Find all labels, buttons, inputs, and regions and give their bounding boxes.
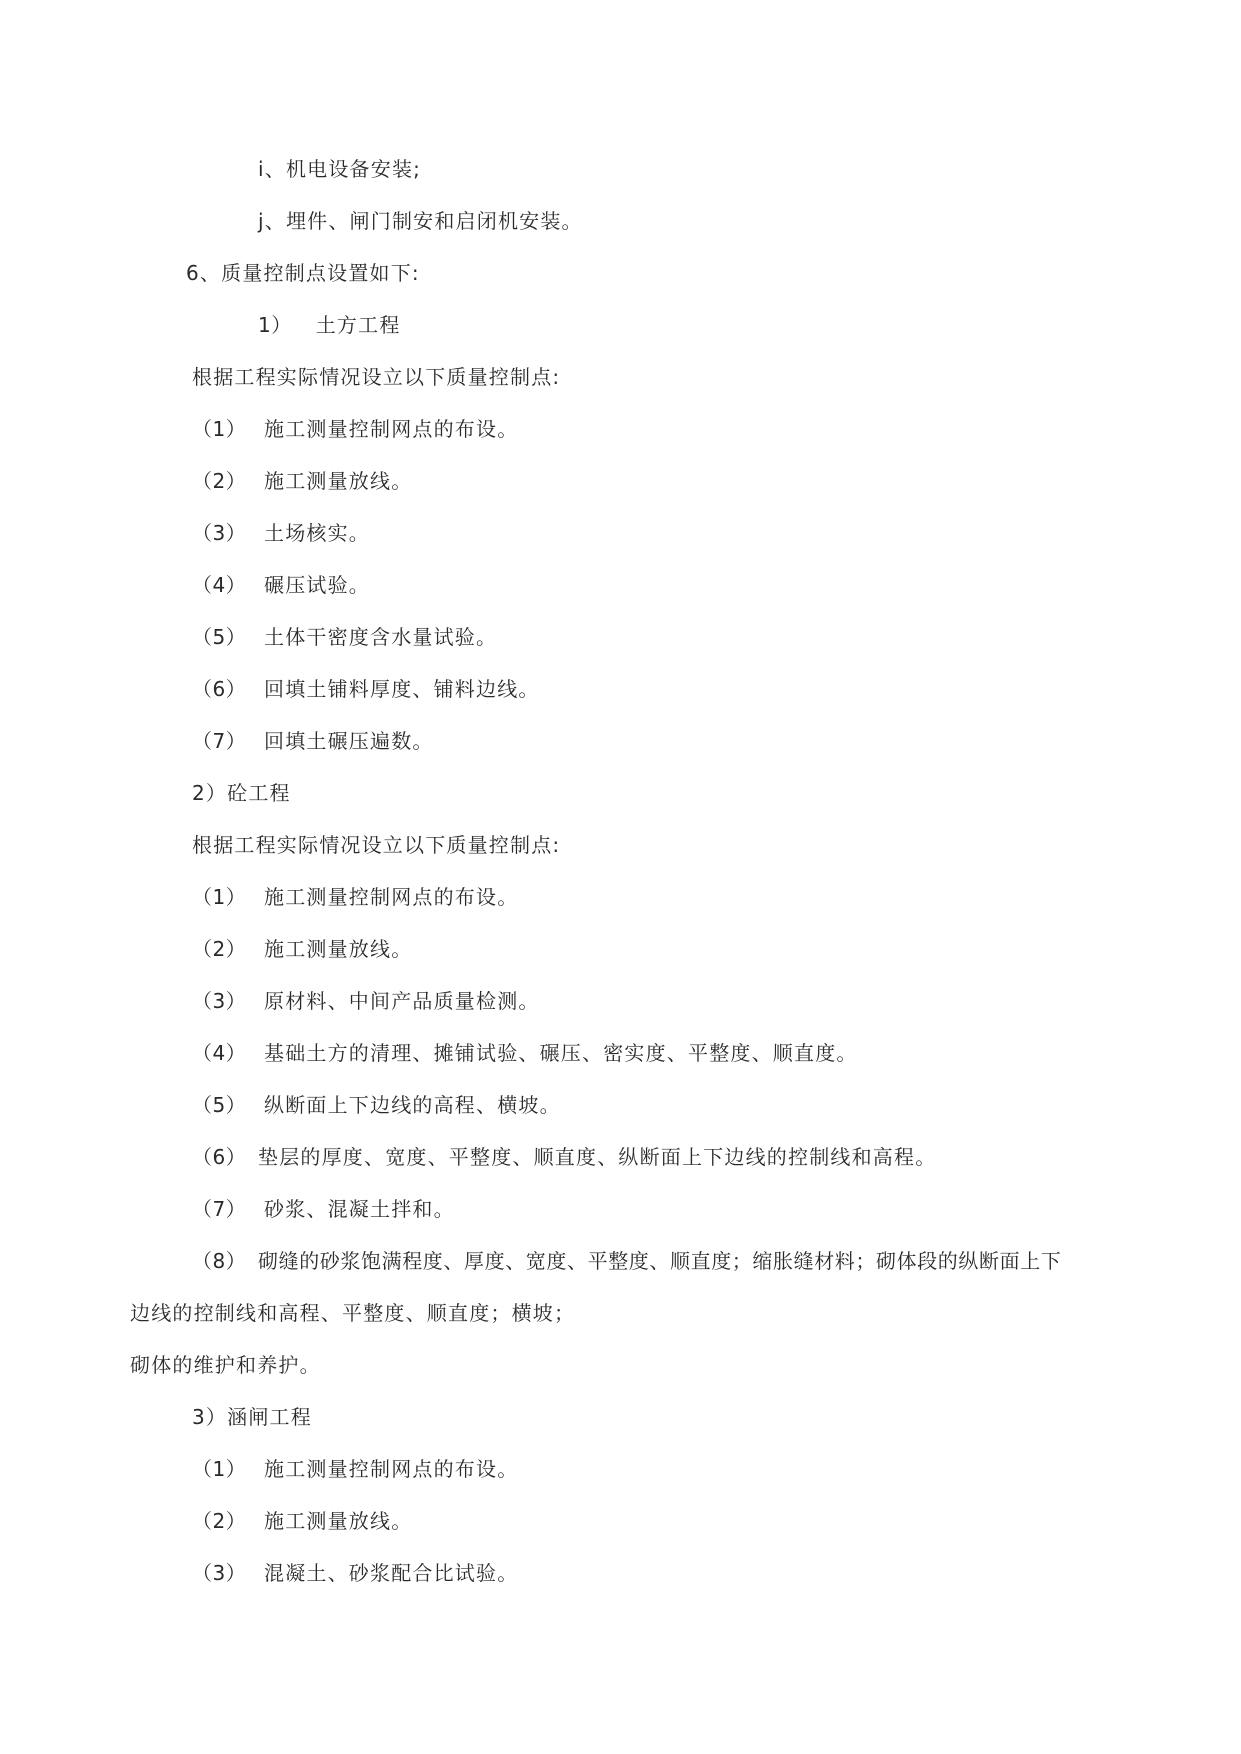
list-text: 碾压试验。 [264,573,370,597]
subsection-title: 土方工程 [315,313,401,337]
intro-paragraph: 根据工程实际情况设立以下质量控制点: [192,365,561,389]
list-text: 施工测量控制网点的布设。 [264,885,519,909]
list-item [192,1040,858,1066]
list-item [192,1456,518,1482]
section-6-heading: 6、质量控制点设置如下: [186,261,420,285]
intro-paragraph: 根据工程实际情况设立以下质量控制点: [192,833,561,857]
list-number: （2） [192,1509,247,1533]
list-number: （3） [192,989,247,1013]
list-item [192,1144,936,1170]
list-text: 施工测量控制网点的布设。 [264,417,519,441]
item-i: i、机电设备安装; [258,157,422,181]
list-text: 施工测量放线。 [264,469,413,493]
list-number: （1） [192,885,247,909]
list-item [192,884,518,910]
subsection-2-heading: 2）砼工程 [192,781,291,805]
list-number: （2） [192,937,247,961]
item-j: j、埋件、闸门制安和启闭机安装。 [258,209,583,233]
list-text: 砂浆、混凝土拌和。 [264,1197,455,1221]
list-item [192,1196,455,1222]
list-text: 回填土碾压遍数。 [264,729,434,753]
list-item [192,988,540,1014]
list-item [192,1092,561,1118]
list-text: 原材料、中间产品质量检测。 [264,989,540,1013]
list-number: （1） [192,417,247,441]
list-text: 纵断面上下边线的高程、横坡。 [264,1093,561,1117]
list-item [192,520,370,546]
list-number: （5） [192,625,247,649]
list-item [192,468,412,494]
list-text: 砌缝的砂浆饱满程度、厚度、宽度、平整度、顺直度；缩胀缝材料；砌体段的纵断面上下 [258,1249,1062,1273]
list-item [192,676,540,702]
list-number: （3） [192,521,247,545]
list-number: （5） [192,1093,247,1117]
list-text: 施工测量控制网点的布设。 [264,1457,519,1481]
list-number: （7） [192,1197,247,1221]
subsection-1-heading [258,312,401,338]
list-number: （7） [192,729,247,753]
list-number: （3） [192,1561,247,1585]
subsection-3-heading: 3）涵闸工程 [192,1405,312,1429]
list-number: （4） [192,1041,247,1065]
list-item [192,1560,518,1586]
list-item [192,728,434,754]
list-text: 混凝土、砂浆配合比试验。 [264,1561,519,1585]
list-item [192,572,370,598]
list-number: （8） [192,1249,247,1273]
list-text: 土体干密度含水量试验。 [264,625,498,649]
list-number: （4） [192,573,247,597]
list-number: （6） [192,677,247,701]
list-text: 土场核实。 [264,521,370,545]
list-item [192,1248,1061,1274]
list-number: （6） [192,1145,247,1169]
paragraph-continuation: 边线的控制线和高程、平整度、顺直度；横坡； [130,1301,576,1325]
list-number: （1） [192,1457,247,1481]
list-text: 垫层的厚度、宽度、平整度、顺直度、纵断面上下边线的控制线和高程。 [258,1145,937,1169]
list-item [192,1508,412,1534]
list-text: 施工测量放线。 [264,937,413,961]
list-item [192,936,412,962]
list-text: 回填土铺料厚度、铺料边线。 [264,677,540,701]
list-item [192,416,518,442]
list-text: 基础土方的清理、摊铺试验、碾压、密实度、平整度、顺直度。 [264,1041,858,1065]
paragraph: 砌体的维护和养护。 [130,1353,321,1377]
list-text: 施工测量放线。 [264,1509,413,1533]
list-number: （2） [192,469,247,493]
subsection-number: 1） [258,313,292,337]
list-item [192,624,497,650]
